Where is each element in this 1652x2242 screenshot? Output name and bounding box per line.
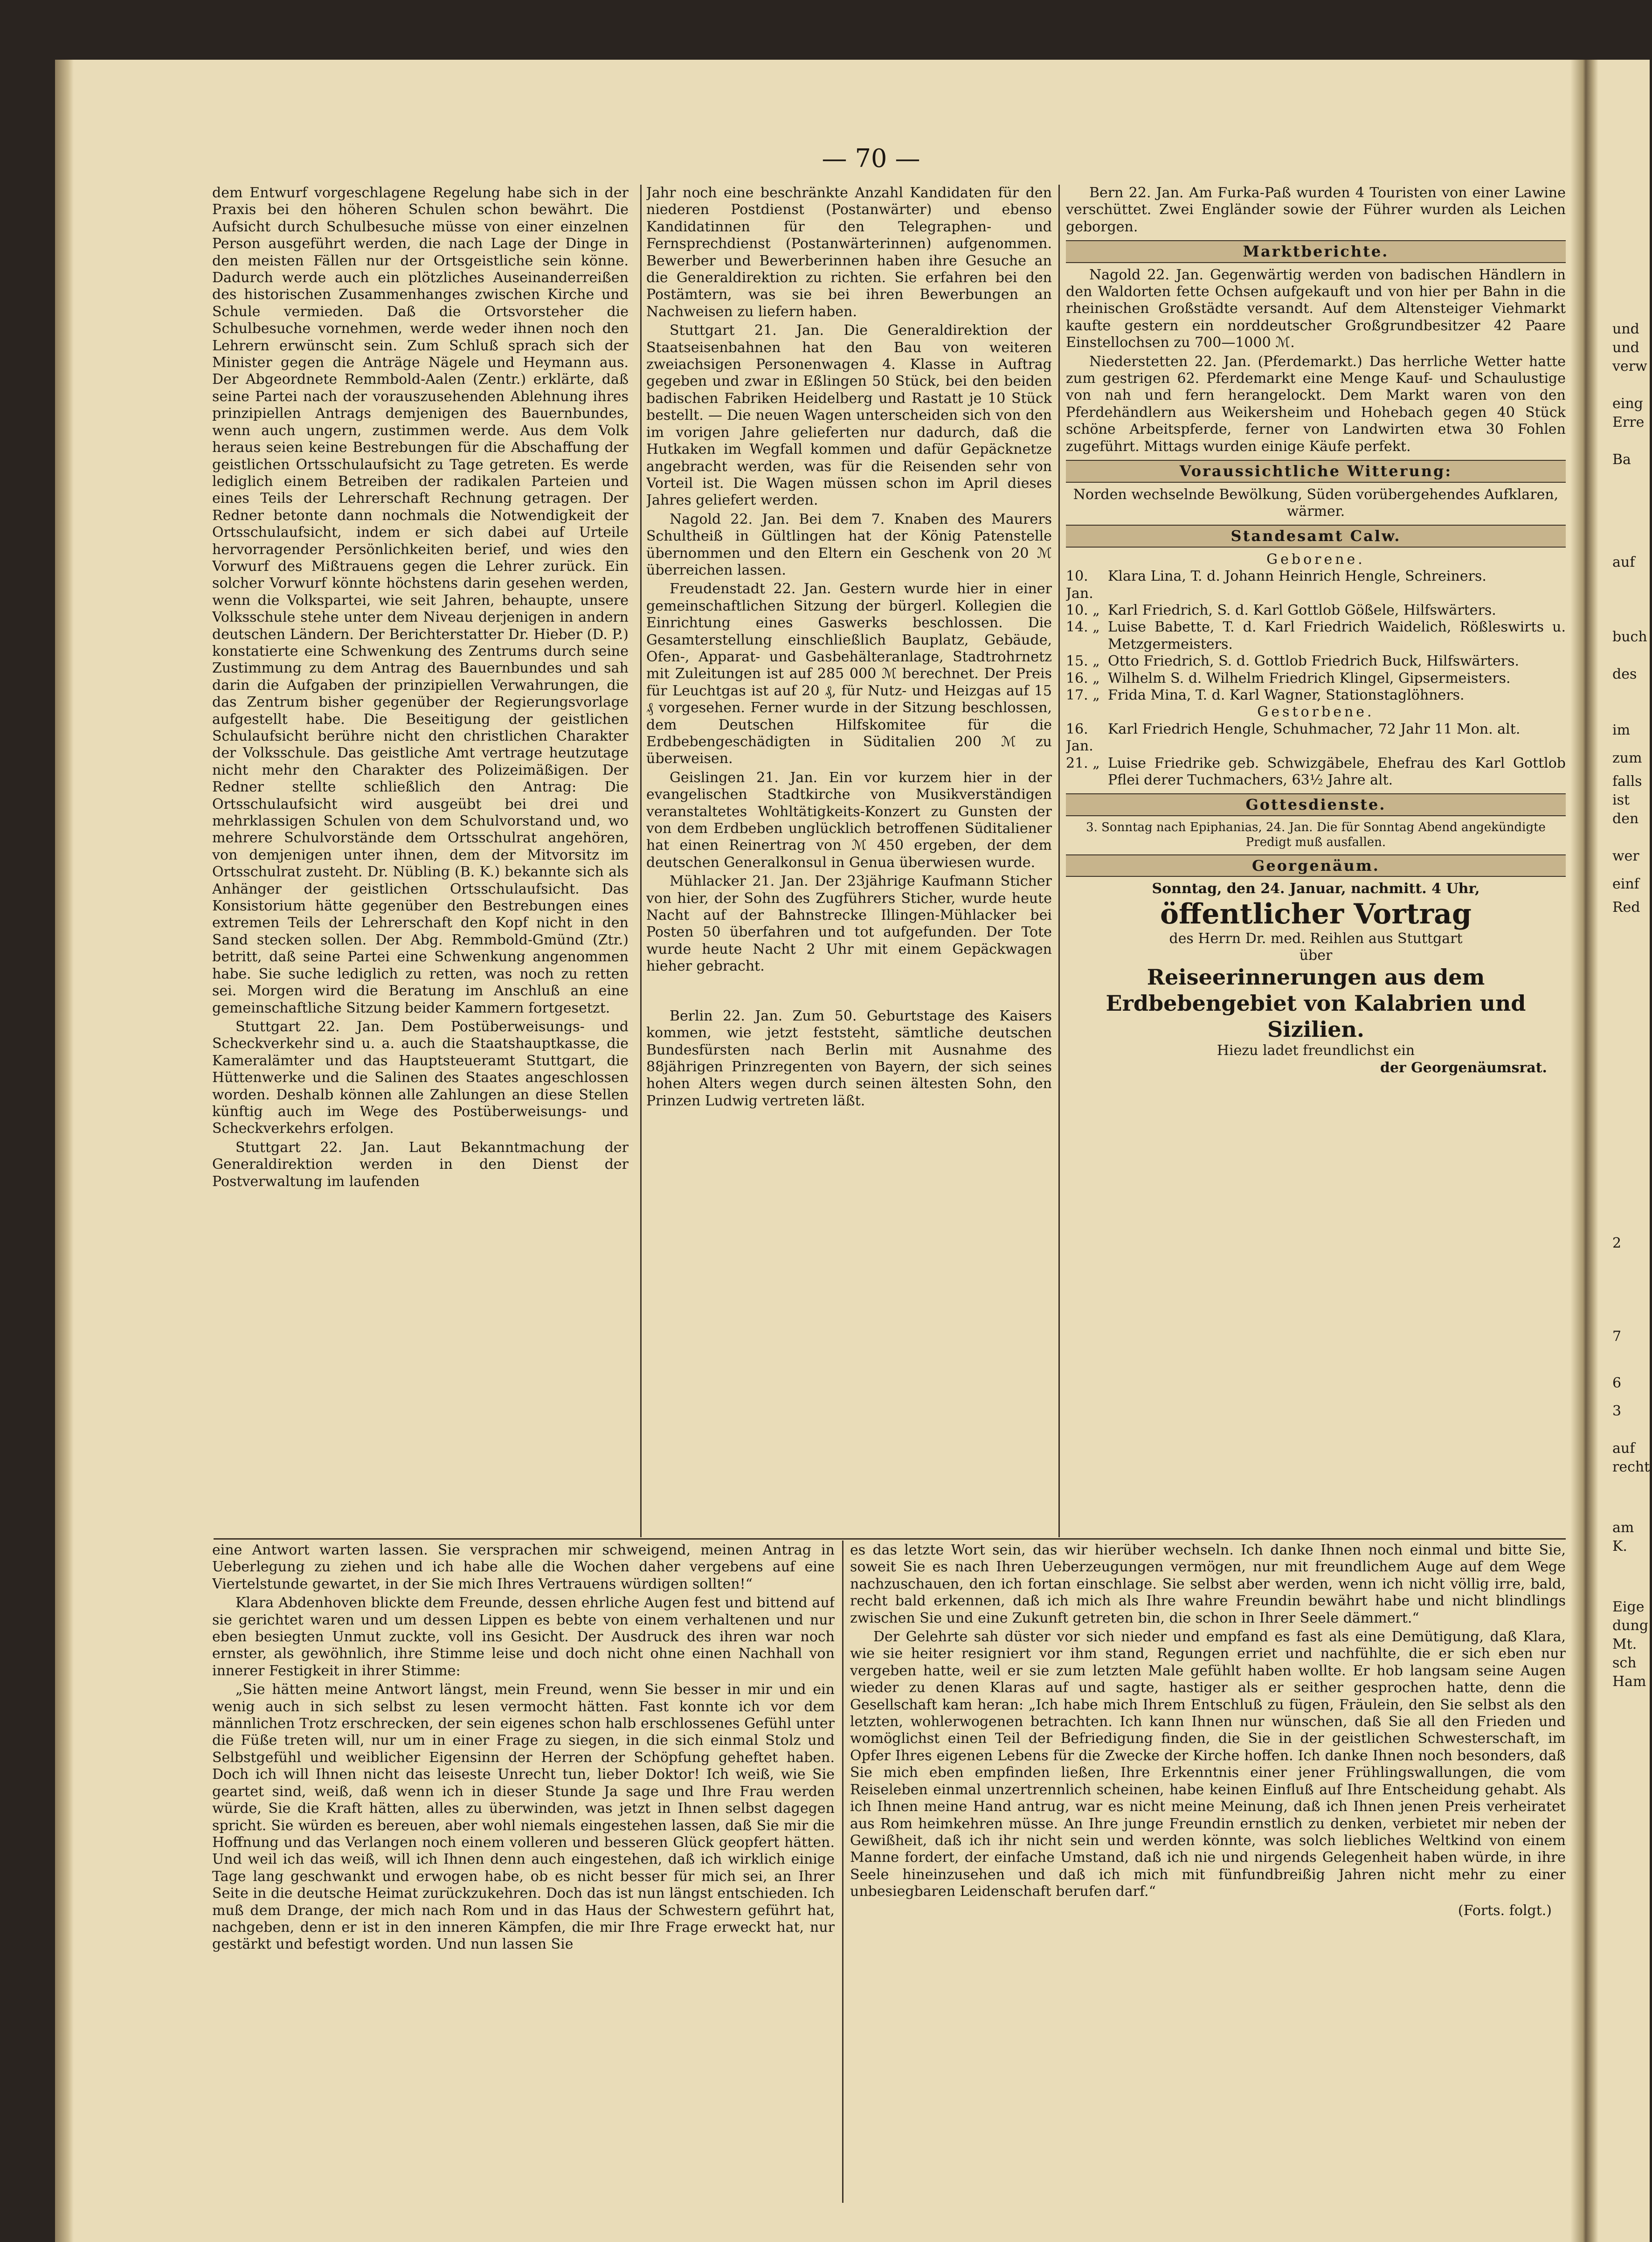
article-muehlacker: Mühlacker 21. Jan. Der 23jährige Kaufmann Sticher von hier, der Sohn des Zugführers Sticher, wurde heute Nacht auf der Bahnstrecke Illingen-Mühlacker bei Posten 50 überfahren und tot aufgefunden. Der Tote wurde heute Nacht 2 Uhr mit einem Gepäckwagen hieher gebracht. xyxy=(646,873,1052,975)
table-row: 17. „ Frida Mina, T. d. Karl Wagner, Stationstaglöhners. xyxy=(1066,687,1465,703)
edge-fragment: sch xyxy=(1612,1655,1637,1671)
newspaper-page xyxy=(55,60,1650,2242)
article-postdienst: Jahr noch eine beschränkte Anzahl Kandidaten für den niederen Postdienst (Postanwärter) und ebenso Kandidatinnen für den Telegraphen- und Fernsprechdienst (Postanwärterinnen) aufgenommen. Bewerber und Bewerberinnen haben ihre Gesuche an die Generaldirektion zu richten. Sie erfahren bei den Postämtern, was sie bei ihren Bewerbungen an Nachweisen zu liefern haben. xyxy=(646,185,1052,320)
edge-fragment: Ham xyxy=(1612,1673,1646,1690)
article-parliament: dem Entwurf vorgeschlagene Regelung habe sich in der Praxis bei den höheren Schulen schon bewährt. Die Aufsicht durch Schulbesuche müsse von einer einzelnen Person ausgeführt werden, die nach Lage der Dinge in den meisten Fällen nur der Ortsgeistliche sein könne. Dadurch werde auch ein plötzliches Auseinanderreißen des historischen Zusammenhanges zwischen Kirche und Schule vermieden. Daß die Ortsvorsteher die Schulbesuche vornehmen, werde weder ihnen noch den Lehrern erwünscht sein. Zum Schluß sprach sich der Minister gegen die Anträge Nägele und Heymann aus. Der Abgeordnete Remmbold-Aalen (Zentr.) erklärte, daß seine Partei nach der vorauszusehenden Ablehnung ihres prinzipiellen Antrags demjenigen des Bauernbundes, wenn auch ungern, zustimmen werde. Aus dem Volk heraus seien keine Bestrebungen für die Abschaffung der geistlichen Ortsschulaufsicht zu Tage getreten. Es werde lediglich einem Betreiben der radikalen Parteien und eines Teils der Lehrerschaft Rechnung getragen. Der Redner betonte dann nochmals die Notwendigkeit der Ortsschulaufsicht, indem er sich dabei auf Urteile hervorragender Persönlichkeiten berief, und wies den Vorwurf des Mißtrauens gegen die Lehrer zurück. Ein solcher Vorwurf könnte höchstens darin gesehen werden, wenn die Volkspartei, wie seit Jahren, behaupte, unsere Volksschule stehe unter dem Niveau derjenigen in andern deutschen Ländern. Der Berichterstatter Dr. Hieber (D. P.) konstatierte eine Schwenkung des Zentrums durch seine Zustimmung zu dem Antrag des Bauernbundes und sah darin die Aufgaben der prinzipiellen Verwahrungen, die das Zentrum bisher gegenüber der Regierungsvorlage aufgestellt habe. Die Beseitigung der geistlichen Schulaufsicht berühre nicht den christlichen Charakter der Volksschule. Das geistliche Amt vertrage heutzutage nicht mehr den Charakter des Polizeimäßigen. Der Redner stellte schließlich den Antrag: Die Ortsschulaufsicht wird ausgeübt bei drei und mehrklassigen Schulen von dem Schulvorstand und, wo mehrere Schulvorstände dem Ortsschulrat angehören, von demjenigen unter ihnen, dem der Mitvorsitz im Ortsschulrat zusteht. Dr. Nübling (B. K.) bekannte sich als Anhänger der geistlichen Ortsschulaufsicht. Das Konsistorium hätte gegenüber den Bestrebungen eines extremen Teils der Lehrerschaft den Kopf nicht in den Sand stecken sollen. Der Abg. Remmbold-Gmünd (Ztr.) betritt, daß seine Partei eine Schwenkung angenommen habe. Sie suche lediglich zu retten, was noch zu retten sei. Morgen wird die Beratung im Anschluß an eine gemeinschaftliche Sitzung beider Kammern fortgesetzt. xyxy=(212,185,629,1016)
edge-fragment: und xyxy=(1612,340,1639,356)
feuilleton-right xyxy=(850,1542,1566,2204)
edge-fragment: im xyxy=(1612,722,1631,738)
article-bern: Bern 22. Jan. Am Furka-Paß wurden 4 Touristen von einer Lawine verschüttet. Zwei Engländer sowie der Führer wurden als Leichen geborgen. xyxy=(1066,185,1566,235)
feuilleton-column-divider xyxy=(842,1541,843,2203)
births-table xyxy=(1066,568,1566,704)
edge-fragment: verw xyxy=(1612,358,1647,375)
story-paragraph: eine Antwort warten lassen. Sie versprachen mir schweigend, meinen Antrag in Ueberlegung zu ziehen und ich habe alle die Wochen daher vergebens auf eine Viertelstunde gewartet, in der Sie mich Ihres Vertrauens würdigen sollten!“ xyxy=(212,1542,835,1592)
news-column-3 xyxy=(1066,185,1566,1537)
edge-fragment: Ba xyxy=(1612,451,1631,468)
births-label: Geborene. xyxy=(1266,551,1365,568)
table-row: 16. „ Wilhelm S. d. Wilhelm Friedrich Klingel, Gipsermeisters. xyxy=(1066,670,1511,687)
edge-fragment: buch xyxy=(1612,629,1647,645)
georgenaeum-heading: Georgenäum. xyxy=(1066,854,1566,877)
market-nagold: Nagold 22. Jan. Gegenwärtig werden von badischen Händlern in den Waldorten fette Ochsen aufgekauft und von hier per Bahn in die rheinischen Großstädte versandt. Auf dem Altensteiger Viehmarkt kaufte gestern ein norddeutscher Großgrundbesitzer 42 Paare Einstellochsen zu 700—1000 ℳ. xyxy=(1066,266,1566,351)
weather-forecast: Norden wechselnde Bewölkung, Süden vorübergehendes Aufklaren, wärmer. xyxy=(1073,486,1559,520)
deaths-label: Gestorbene. xyxy=(1257,704,1375,721)
article-geislingen: Geislingen 21. Jan. Ein vor kurzem hier in der evangelischen Stadtkirche von Musikverständigen veranstaltetes Wohltätigkeits-Konzert zu Gunsten der von dem Erdbeben unglücklich betroffenen Süditaliener hat einen Reinertrag von ℳ 450 ergeben, der dem deutschen Generalkonsul in Genua überwiesen wurde. xyxy=(646,769,1052,871)
market-niederstetten: Niederstetten 22. Jan. (Pferdemarkt.) Das herrliche Wetter hatte zum gestrigen 62. Pferdemarkt eine Menge Kauf- und Schaulustige von nah und fern herangelockt. Dem Markt waren von den Pferdehändlern aus Weikersheim und Hohebach gegen 40 Stück schöne Arbeitspferde, ferner von Landwirten etwa 30 Fohlen zugeführt. Mittags wurden einige Käufe perfekt. xyxy=(1066,353,1566,455)
lecture-signature: der Georgenäumsrat. xyxy=(1380,1059,1547,1076)
edge-fragment: Mt. xyxy=(1612,1636,1637,1652)
market-reports-heading: Marktberichte. xyxy=(1066,240,1566,263)
news-column-1 xyxy=(212,185,629,1537)
edge-fragment: recht xyxy=(1612,1459,1650,1475)
table-row: 21. „ Luise Friedrike geb. Schwizgäbele, Ehefrau des Karl Gottlob Pflei derer Tuchmachers, 63½ Jahre alt. xyxy=(1066,755,1566,788)
registry-heading: Standesamt Calw. xyxy=(1066,525,1566,547)
page-number: — 70 — xyxy=(822,144,920,173)
story-paragraph: „Sie hätten meine Antwort längst, mein Freund, wenn Sie besser in mir und ein wenig auch in sich selbst zu lesen vermocht hätten. Fast konnte ich vor dem männlichen Trotz erschrecken, der sein eigenes schon halb erschlossenes Gefühl unter die Füße treten will, nur um in einer Frage zu siegen, in die sich einmal Stolz und Selbstgefühl und weiblicher Eigensinn der Herren der Schöpfung geheftet haben. Doch ich will Ihnen nicht das leiseste Unrecht tun, lieber Doktor! Ich weiß, wie Sie geartet sind, weiß, daß wenn ich in dieser Stunde Ja sage und Ihre Frau werden würde, Sie die Kraft hätten, alles zu überwinden, was jetzt in Ihnen selbst dagegen spricht. Sie würden es bereuen, aber wohl niemals eingestehen lassen, daß Sie mir die Hoffnung und das Verlangen noch einem volleren und besseren Glück geopfert hätten. Und weil ich das weiß, will ich Ihnen denn auch eingestehen, daß ich wirklich einige Tage lang geschwankt und erwogen habe, ob es nicht besser für mich sei, an Ihrer Seite in die deutsche Heimat zurückzukehren. Doch das ist nun längst entschieden. Ich muß dem Drange, der mich nach Rom und in das Haus der Schwestern geführt hat, nachgeben, denn er ist in den inneren Kämpfen, die mir Ihre Frage erweckt hat, nur gestärkt und befestigt worden. Und nun lassen Sie xyxy=(212,1681,835,1953)
feuilleton-divider xyxy=(214,1538,1566,1540)
edge-fragment: Eige xyxy=(1612,1599,1645,1615)
table-row: 10. „ Karl Friedrich, S. d. Karl Gottlob Gößele, Hilfswärters. xyxy=(1066,602,1496,618)
article-freudenstadt: Freudenstadt 22. Jan. Gestern wurde hier in einer gemeinschaftlichen Sitzung der bürgerl. Kollegien die Einrichtung eines Gaswerks beschlossen. Die Gesamterstellung einschließlich Bauplatz, Gebäude, Ofen-, Apparat- und Gasbehälteranlage, Stadtrohrnetz mit Zuleitungen ist auf 285 000 ℳ berechnet. Der Preis für Leuchtgas ist auf 20 ₰, für Nutz- und Heizgas auf 15 ₰ vorgesehen. Ferner wurde in der Sitzung beschlossen, dem Deutschen Hilfskomitee für die Erdbebengeschädigten in Süditalien 200 ℳ zu überweisen. xyxy=(646,581,1052,767)
edge-fragment: K. xyxy=(1612,1538,1627,1555)
edge-fragment: zum xyxy=(1612,750,1642,766)
story-paragraph: es das letzte Wort sein, das wir hierüber wechseln. Ich danke Ihnen noch einmal und bitte Sie, soweit Sie es nach Ihren Ueberzeugungen vermögen, nur mit freundlichem Auge auf dem Wege nachzuschauen, den ich fortan einschlage. Sie selbst aber werden, wenn ich nicht völlig irre, bald, recht bald erkennen, daß ich mich als Ihre wahre Freundin bewährt habe und nicht blindlings zwischen Sie und eine Zukunft getreten bin, die schon in Ihrer Seele dämmert.“ xyxy=(850,1542,1566,1626)
book-spine xyxy=(55,60,74,2242)
edge-fragment: einf xyxy=(1612,876,1639,892)
edge-fragment: 2 xyxy=(1612,1235,1622,1251)
services-notice: 3. Sonntag nach Epiphanias, 24. Jan. Die für Sonntag Abend angekündigte Predigt muß ausfallen. xyxy=(1086,820,1546,849)
edge-fragment: 7 xyxy=(1612,1328,1622,1345)
lecture-ueber: über xyxy=(1299,947,1333,964)
table-row: 15. „ Otto Friedrich, S. d. Gottlob Friedrich Buck, Hilfswärters. xyxy=(1066,653,1520,670)
lecture-invite: Hiezu ladet freundlichst ein xyxy=(1217,1042,1415,1059)
story-paragraph: Klara Abdenhoven blickte dem Freunde, dessen ehrliche Augen fest und bittend auf sie gerichtet waren und um dessen Lippen es bebte von einem verhaltenen und nur eben besiegten Unmut zuckte, voll ins Gesicht. Der Ausdruck des ihren war noch ernster, als gewöhnlich, ihre Stimme leise und doch nicht ohne einen Nachhall von innerer Festigkeit in ihrer Stimme: xyxy=(212,1595,835,1679)
news-column-2 xyxy=(646,185,1052,1537)
story-paragraph: Der Gelehrte sah düster vor sich nieder und empfand es fast als eine Demütigung, daß Klara, wie sie heiter resigniert vor ihm stand, Regungen erriet und nachfühlte, die er sich eben nur vergeben hatte, weil er sie zum letzten Male gefühlt haben wollte. Er hob langsam seine Augen wieder zu denen Klaras auf und sagte, hastiger als er seither gesprochen hatte, denn die Gesellschaft kam heran: „Ich habe mich Ihrem Entschluß zu fügen, Fräulein, den Sie selbst als den letzten, wohlerwogenen betrachten. Ich kann Ihnen nur wünschen, daß Sie all den Frieden und womöglichst einen Teil der Befriedigung finden, die Sie in der geistlichen Schwesterschaft, im Opfer Ihres eigenen Lebens für die Zwecke der Kirche hoffen. Ich danke Ihnen noch besonders, daß Sie mich eben empfinden ließen, Ihre Erkenntnis einer jener Frühlingswallungen, die vom Reiseleben einmal unzertrennlich scheinen, habe keinen Einfluß auf Ihre Entscheidung gehabt. Als ich Ihnen meine Hand antrug, war es nicht meine Meinung, daß ich Ihnen jenen Preis verheiratet aus Rom heimkehren müsse. An Ihre junge Freundin ernstlich zu denken, verbietet mir neben der Gewißheit, daß ich ihr nicht sein und werden könnte, was solch liebliches Weltkind von einem Manne fordert, der einfache Umstand, daß ich nie und nirgends Gelegenheit haben würde, in ihre Seele hineinzusehen und daß ich mich mit fünfundbreißig Jahren nicht mehr zu einer unbesiegbaren Leidenschaft berufen darf.“ xyxy=(850,1629,1566,1900)
edge-fragment: auf xyxy=(1612,1440,1635,1457)
edge-fragment: eing xyxy=(1612,396,1643,412)
story-continued: (Forts. folgt.) xyxy=(1458,1902,1552,1919)
edge-fragment: 3 xyxy=(1612,1403,1622,1419)
edge-fragment: Erre xyxy=(1612,414,1645,430)
edge-fragment: des xyxy=(1612,666,1637,682)
edge-fragment: den xyxy=(1612,811,1639,827)
edge-fragment: Red xyxy=(1612,899,1640,916)
page-fold xyxy=(1570,60,1598,2242)
edge-fragment: falls xyxy=(1612,773,1642,790)
lecture-date: Sonntag, den 24. Januar, nachmitt. 4 Uhr, xyxy=(1152,881,1480,897)
lecture-speaker: des Herrn Dr. med. Reihlen aus Stuttgart xyxy=(1169,930,1463,947)
column-divider-2 xyxy=(1058,185,1060,1537)
edge-fragment: ist xyxy=(1612,792,1630,808)
table-row: 14. „ Luise Babette, T. d. Karl Friedrich Waidelich, Rößleswirts u. Metzgermeisters. xyxy=(1066,619,1566,652)
article-stuttgart-post: Stuttgart 22. Jan. Dem Postüberweisungs- und Scheckverkehr sind u. a. auch die Staatshauptkasse, die Kameralämter und das Hauptsteueramt Stuttgart, die Hüttenwerke und die Salinen des Staates angeschlossen worden. Deshalb können alle Zahlungen an diese Stellen künftig auch im Wege des Postüberweisungs- und Scheckverkehrs erfolgen. xyxy=(212,1018,629,1137)
edge-fragment: dung xyxy=(1612,1617,1649,1634)
edge-fragment: und xyxy=(1612,321,1639,337)
table-row: 10. Jan. Klara Lina, T. d. Johann Heinrich Hengle, Schreiners. xyxy=(1066,568,1486,602)
lecture-title: öffentlicher Vortrag xyxy=(1160,897,1472,930)
edge-fragment: am xyxy=(1612,1520,1634,1536)
table-row: 16. Jan. Karl Friedrich Hengle, Schuhmacher, 72 Jahr 11 Mon. alt. xyxy=(1066,721,1521,755)
deaths-table xyxy=(1066,721,1566,789)
edge-fragment: wer xyxy=(1612,848,1639,864)
article-nagold-koenig: Nagold 22. Jan. Bei dem 7. Knaben des Maurers Schultheiß in Gültlingen hat der König Patenstelle übernommen und den Eltern ein Geschenk von 20 ℳ überreichen lassen. xyxy=(646,511,1052,578)
edge-fragment: auf xyxy=(1612,554,1635,570)
lecture-topic: Reiseerinnerungen aus dem Erdbebengebiet von Kalabrien und Sizilien. xyxy=(1106,965,1526,1042)
article-stuttgart-dienst: Stuttgart 22. Jan. Laut Bekanntmachung der Generaldirektion werden in den Dienst der Postverwaltung im laufenden xyxy=(212,1139,629,1190)
weather-heading: Voraussichtliche Witterung: xyxy=(1066,460,1566,482)
services-heading: Gottesdienste. xyxy=(1066,793,1566,816)
feuilleton-left xyxy=(212,1542,835,2204)
edge-fragment: 6 xyxy=(1612,1375,1622,1391)
article-stuttgart-wagen: Stuttgart 21. Jan. Die Generaldirektion der Staatseisenbahnen hat den Bau von weiteren zweiachsigen Personenwagen 4. Klasse in Auftrag gegeben und zwar in Eßlingen 50 Stück, bei den beiden badischen Fabriken Heidelberg und Rastatt je 10 Stück bestellt. — Die neuen Wagen unterscheiden sich von den im vorigen Jahre gelieferten nur dadurch, daß die Hutkaken im Wegfall kommen und dafür Gepäcknetze angebracht werden, was für die Reisenden sehr von Vorteil ist. Die Wagen müssen schon im April dieses Jahres geliefert werden. xyxy=(646,322,1052,509)
article-berlin: Berlin 22. Jan. Zum 50. Geburtstage des Kaisers kommen, wie jetzt feststeht, sämtliche deutschen Bundesfürsten nach Berlin mit Ausnahme des 88jährigen Prinzregenten von Bayern, der sich seines hohen Alters wegen durch seinen ältesten Sohn, den Prinzen Ludwig vertreten läßt. xyxy=(646,1007,1052,1109)
column-divider-1 xyxy=(640,185,642,1537)
